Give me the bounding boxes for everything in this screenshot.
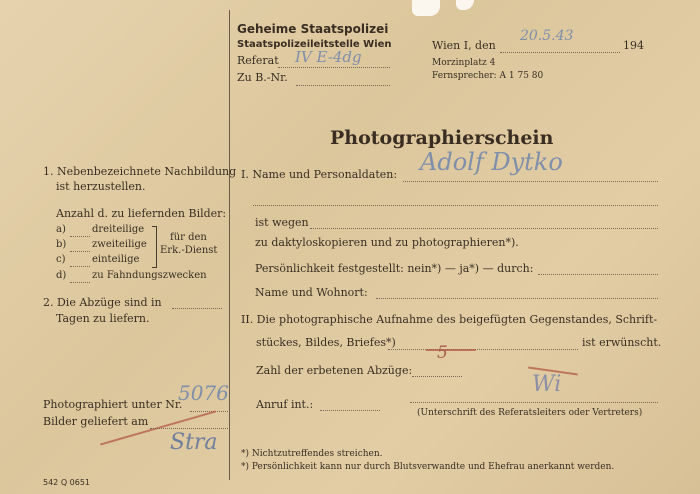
delivered-label: Bilder geliefert am bbox=[43, 415, 149, 428]
option-label: dreiteilige bbox=[92, 224, 145, 235]
phone: Fernsprecher: A 1 75 80 bbox=[432, 71, 544, 81]
place-label: Wien I, den bbox=[432, 39, 496, 52]
brace-text2: Erk.-Dienst bbox=[160, 245, 218, 256]
item1-line1: 1. Nebenbezeichnete Nachbildung bbox=[43, 165, 237, 178]
item2-line2: Tagen zu liefern. bbox=[56, 312, 150, 325]
identity-check: Persönlichkeit festgestellt: nein*) — ja*) — durch: bbox=[255, 262, 534, 275]
signature-caption: (Unterschrift des Referatsleiters oder Vertreters) bbox=[417, 408, 643, 418]
page-title: Photographierschein bbox=[330, 127, 554, 149]
copies-label: Zahl der erbetenen Abzüge: bbox=[256, 364, 413, 377]
brace-text1: für den bbox=[170, 232, 207, 243]
item1-line2: ist herzustellen. bbox=[56, 180, 146, 193]
name-value: Adolf Dytko bbox=[420, 148, 563, 176]
item2-line1: 2. Die Abzüge sind in bbox=[43, 296, 162, 309]
option-label: zweiteilige bbox=[92, 239, 147, 250]
address-label: Name und Wohnort: bbox=[255, 286, 368, 299]
org-line1: Geheime Staatspolizei bbox=[237, 22, 389, 36]
section2-line1: II. Die photographische Aufnahme des beigefügten Gegenstandes, Schrift- bbox=[241, 313, 658, 326]
delivered-value: Stra bbox=[170, 430, 218, 455]
signature: Wi bbox=[532, 372, 562, 397]
option-letter: b) bbox=[56, 239, 67, 250]
column-divider bbox=[229, 10, 230, 480]
section2-line2: stückes, Bildes, Briefes*) bbox=[256, 336, 396, 349]
date-value: 20.5.43 bbox=[520, 28, 574, 44]
ist-wegen: ist wegen bbox=[255, 216, 309, 229]
form-number: 542 Q 0651 bbox=[43, 478, 91, 487]
org-line2: Staatspolizeileitstelle Wien bbox=[237, 39, 392, 50]
year-label: 194 bbox=[623, 39, 644, 52]
paper-tear bbox=[412, 0, 440, 16]
option-label: einteilige bbox=[92, 254, 140, 265]
red-crayon-mark bbox=[426, 349, 476, 351]
footnote-1: *) Nichtzutreffendes streichen. bbox=[241, 449, 383, 459]
address: Morzinplatz 4 bbox=[432, 58, 496, 68]
photographed-label: Photographiert unter Nr. bbox=[43, 398, 183, 411]
referat-label: Referat bbox=[237, 54, 279, 67]
option-letter: a) bbox=[56, 224, 66, 235]
section1-label: I. Name und Personaldaten: bbox=[241, 168, 398, 181]
paper-tear bbox=[456, 0, 474, 10]
call-label: Anruf int.: bbox=[256, 398, 314, 411]
brace bbox=[152, 226, 157, 268]
section2-line2-end: ist erwünscht. bbox=[582, 336, 662, 349]
footnote-2: *) Persönlichkeit kann nur durch Blutsverwandte und Ehefrau anerkannt werden. bbox=[241, 462, 615, 472]
photographed-value: 5076 bbox=[178, 381, 229, 405]
option-letter: c) bbox=[56, 254, 66, 265]
reason-text: zu daktyloskopieren und zu photographieren*). bbox=[255, 236, 519, 249]
count-heading: Anzahl d. zu liefernden Bilder: bbox=[56, 207, 227, 220]
option-letter: d) bbox=[56, 270, 67, 281]
option-label: zu Fahndungszwecken bbox=[92, 270, 207, 281]
zu-bnr-label: Zu B.-Nr. bbox=[237, 71, 288, 84]
referat-value: IV E-4dg bbox=[295, 48, 362, 66]
copies-value: 5 bbox=[437, 343, 448, 363]
